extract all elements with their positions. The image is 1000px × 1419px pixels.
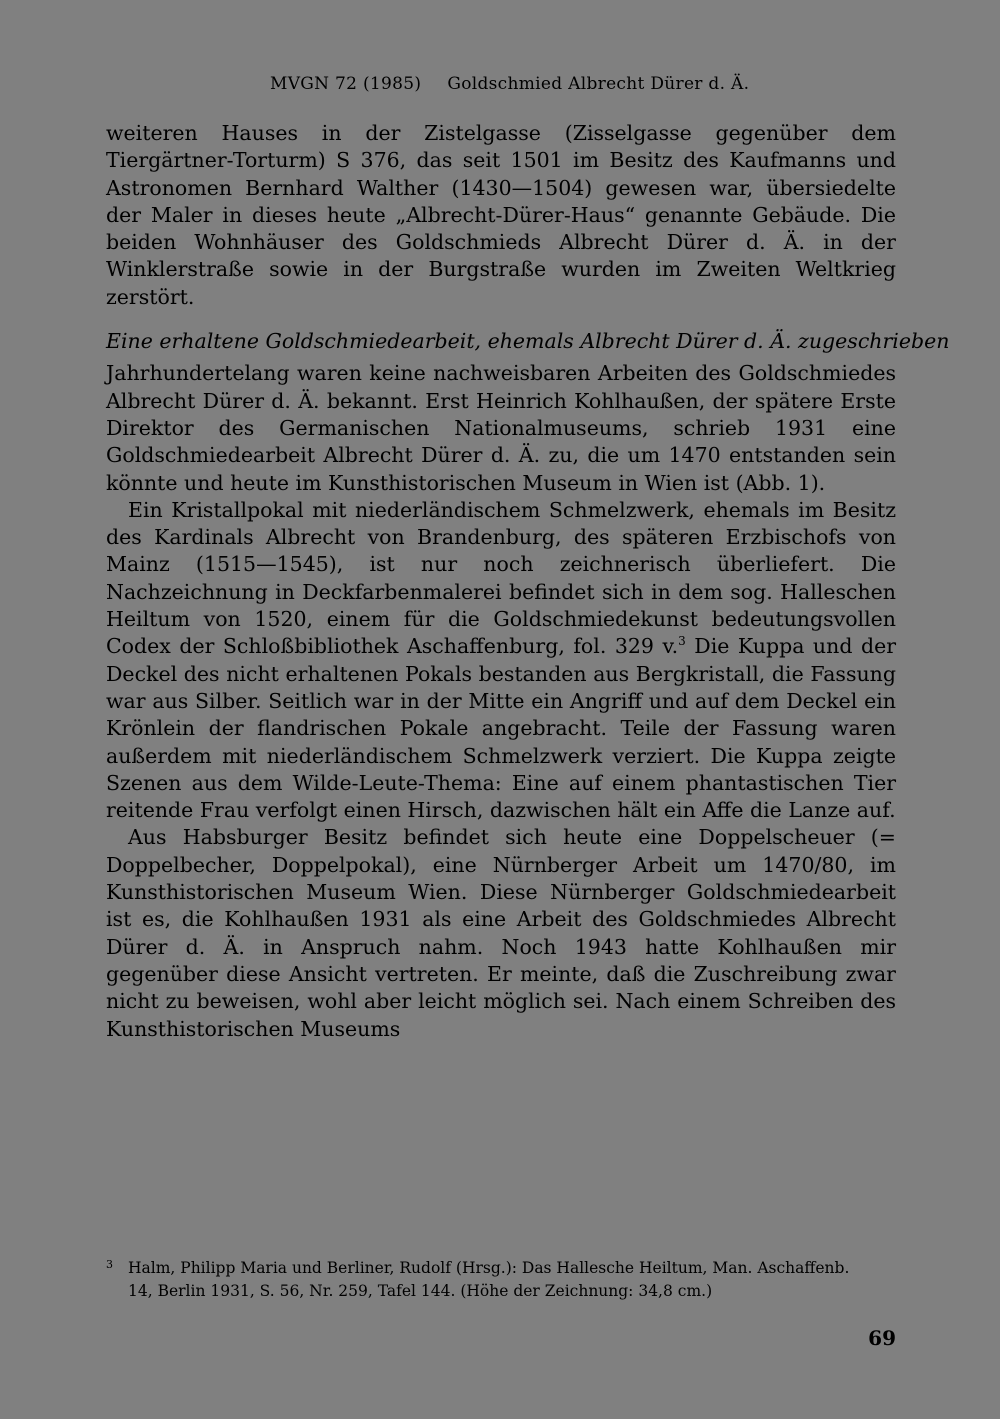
footnote-line-1: Halm, Philipp Maria und Berliner, Rudolf (Hrsg.): Das Hallesche Heiltum, Man. Aschaffenb. bbox=[128, 1259, 850, 1277]
body-text bbox=[106, 120, 950, 1043]
paragraph-4: Aus Habsburger Besitz befindet sich heute eine Doppelscheuer (= Doppelbecher, Doppelpokal), eine Nürnberger Arbeit um 1470/80, im Kunsthistorischen Museum Wien. Diese Nürnberger Goldschmiedearbeit ist es, die Kohlhaußen 1931 als eine Arbeit des Goldschmiedes Albrecht Dürer d. Ä. in Anspruch nahm. Noch 1943 hatte Kohlhaußen mir gegenüber diese Ansicht vertreten. Er meinte, daß die Zuschreibung zwar nicht zu beweisen, wohl aber leicht möglich sei. Nach einem Schreiben des Kunsthistorischen Museums bbox=[106, 825, 896, 1041]
running-header bbox=[270, 74, 749, 94]
footnote-line-2: 14, Berlin 1931, S. 56, Nr. 259, Tafel 144. (Höhe der Zeichnung: 34,8 cm.) bbox=[128, 1282, 713, 1300]
paragraph-3 bbox=[106, 497, 896, 825]
footnote-mark: 3 bbox=[106, 1258, 113, 1271]
footnote-reference[interactable]: 3 bbox=[678, 634, 686, 649]
section-heading: Eine erhaltene Goldschmiedearbeit, ehemals Albrecht Dürer d. Ä. zugeschrieben bbox=[106, 329, 950, 354]
paragraph-3-part-a: Ein Kristallpokal mit niederländischem Schmelzwerk, ehemals im Besitz des Kardinals Albrecht von Brandenburg, des späteren Erzbischofs von Mainz (1515—1545), ist nur noch zeichnerisch überliefert. Die Nachzeichnung in Deckfarbenmalerei befindet sich in dem sog. Halleschen Heiltum von 1520, einem für die Goldschmiedekunst bedeutungsvollen Codex der Schloßbibliothek Aschaffenburg, fol. 329 v. bbox=[106, 497, 896, 659]
journal-citation: MVGN 72 (1985) bbox=[270, 74, 422, 94]
paragraph-1: weiteren Hauses in der Zistelgasse (Zisselgasse gegenüber dem Tiergärtner-Torturm) S 376, das seit 1501 im Besitz des Kaufmanns und Astronomen Bernhard Walther (1430—1504) gewesen war, übersiedelte der Maler in dieses heute „Albrecht-Dürer-Haus“ genannte Gebäude. Die beiden Wohnhäuser des Goldschmieds Albrecht Dürer d. Ä. in der Winklerstraße sowie in der Burgstraße wurden im Zweiten Weltkrieg zerstört. bbox=[106, 121, 896, 309]
footnote bbox=[106, 1253, 901, 1303]
page-number: 69 bbox=[868, 1326, 896, 1350]
paragraph-3-part-b: Die Kuppa und der Deckel des nicht erhaltenen Pokals bestanden aus Bergkristall, die Fassung war aus Silber. Seitlich war in der Mitte ein Angriff und auf dem Deckel ein Krönlein der flandrischen Pokale angebracht. Teile der Fassung waren außerdem mit niederländischem Schmelzwerk verziert. Die Kuppa zeigte Szenen aus dem Wilde-Leute-Thema: Eine auf einem phantastischen Tier reitende Frau verfolgt einen Hirsch, dazwischen hält ein Affe die Lanze auf. bbox=[106, 634, 897, 823]
header-title: Goldschmied Albrecht Dürer d. Ä. bbox=[447, 74, 750, 94]
paragraph-2: Jahrhundertelang waren keine nachweisbaren Arbeiten des Goldschmiedes Albrecht Dürer d. Ä. bekannt. Erst Heinrich Kohlhaußen, der spätere Erste Direktor des Germanischen Nationalmuseums, schrieb 1931 eine Goldschmiedearbeit Albrecht Dürer d. Ä. zu, die um 1470 entstanden sein könnte und heute im Kunsthistorischen Museum in Wien ist (Abb. 1). bbox=[106, 361, 896, 495]
